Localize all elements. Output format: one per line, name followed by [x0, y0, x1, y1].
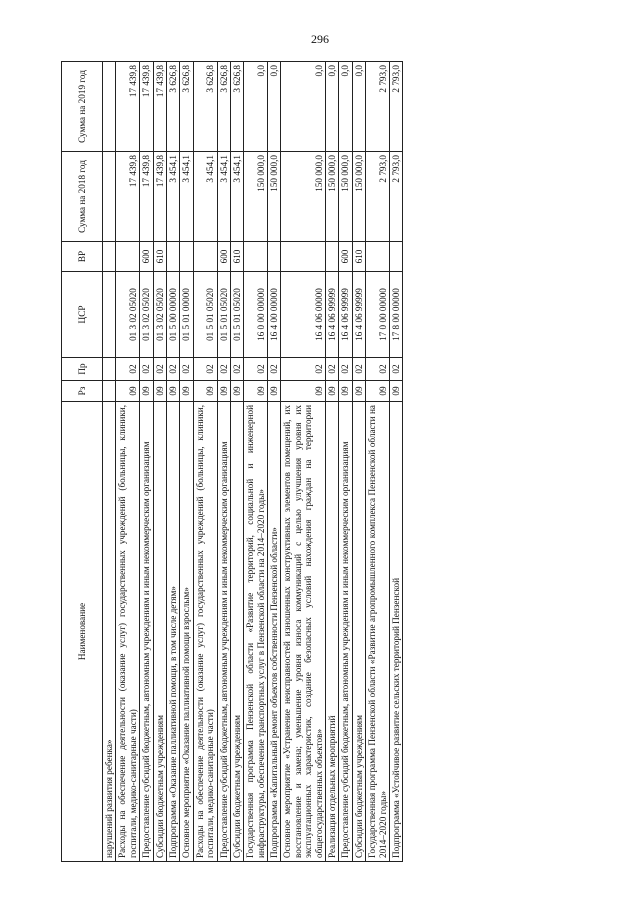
- cell-pr: 02: [153, 358, 166, 381]
- cell-name: Подпрограмма «Капитальный ремонт объектов собственности Пензенской области»: [268, 402, 281, 862]
- cell-name: Субсидии бюджетным учреждениям: [352, 402, 365, 862]
- table-row: [193, 62, 217, 862]
- cell-vr: 600: [217, 242, 230, 272]
- cell-sum-2018: [103, 152, 116, 242]
- table-row: [230, 62, 243, 862]
- cell-name: Реализация отдельных мероприятий: [326, 402, 339, 862]
- cell-vr: [244, 242, 268, 272]
- cell-sum-2019: 3 626,8: [217, 62, 230, 152]
- cell-rz: 09: [339, 381, 352, 402]
- cell-csr: 16 4 06 99999: [339, 272, 352, 358]
- table-row: [244, 62, 268, 862]
- cell-sum-2018: 150 000,0: [244, 152, 268, 242]
- cell-sum-2018: 3 454,1: [230, 152, 243, 242]
- cell-sum-2018: 3 454,1: [217, 152, 230, 242]
- cell-csr: 01 5 00 00000: [166, 272, 179, 358]
- cell-pr: 02: [217, 358, 230, 381]
- cell-vr: [193, 242, 217, 272]
- header-sum-2019: Сумма на 2019 год: [62, 62, 103, 152]
- cell-rz: 09: [389, 381, 402, 402]
- cell-vr: [281, 242, 326, 272]
- cell-vr: [166, 242, 179, 272]
- cell-sum-2019: 3 626,8: [193, 62, 217, 152]
- cell-sum-2019: 0,0: [326, 62, 339, 152]
- cell-rz: 09: [166, 381, 179, 402]
- cell-csr: 16 0 00 00000: [244, 272, 268, 358]
- cell-name: Предоставление субсидий бюджетным, автономным учреждениям и иным некоммерческим организациям: [140, 402, 153, 862]
- cell-rz: 09: [366, 381, 390, 402]
- cell-name: Основное мероприятие «Оказание паллиативной помощи взрослым»: [180, 402, 193, 862]
- budget-table: [61, 61, 403, 862]
- cell-sum-2018: 3 454,1: [166, 152, 179, 242]
- cell-pr: [103, 358, 116, 381]
- cell-pr: 02: [326, 358, 339, 381]
- cell-vr: [103, 242, 116, 272]
- cell-csr: 01 5 01 05020: [230, 272, 243, 358]
- cell-name: Подпрограмма «Устойчивое развитие сельских территорий Пензенской: [389, 402, 402, 862]
- cell-sum-2019: 0,0: [281, 62, 326, 152]
- cell-name: Основное мероприятие «Устранение неисправностей изношенных конструктивных элементов помещений, их восстановление и замена; уменьшение уровня износа коммуникаций с целью улучшения уровня их эксплуатационных характеристик, создание безопасных условий нахождения граждан на территории общегосударственных объектов»: [281, 402, 326, 862]
- cell-vr: [366, 242, 390, 272]
- cell-name: нарушений развития ребенка»: [103, 402, 116, 862]
- cell-csr: 16 4 06 00000: [281, 272, 326, 358]
- cell-sum-2019: 17 439,8: [116, 62, 140, 152]
- cell-csr: 01 5 01 00000: [180, 272, 193, 358]
- cell-pr: 02: [193, 358, 217, 381]
- cell-name: Субсидии бюджетным учреждениям: [230, 402, 243, 862]
- cell-pr: 02: [166, 358, 179, 381]
- table-row: [116, 62, 140, 862]
- header-pr: Пр: [62, 358, 103, 381]
- cell-rz: 09: [116, 381, 140, 402]
- cell-csr: 16 4 00 00000: [268, 272, 281, 358]
- cell-vr: [326, 242, 339, 272]
- table-header-row: [62, 62, 103, 862]
- cell-rz: 09: [217, 381, 230, 402]
- table-row: [140, 62, 153, 862]
- cell-vr: [389, 242, 402, 272]
- cell-sum-2018: 17 439,8: [116, 152, 140, 242]
- cell-name: Расходы на обеспечение деятельности (оказание услуг) государственных учреждений (больницы, клиники, госпитали, медико-санитарные части): [193, 402, 217, 862]
- cell-csr: 01 5 01 05020: [193, 272, 217, 358]
- cell-vr: [268, 242, 281, 272]
- cell-csr: 16 4 06 99999: [352, 272, 365, 358]
- cell-csr: 17 8 00 00000: [389, 272, 402, 358]
- cell-pr: 02: [244, 358, 268, 381]
- header-vr: ВР: [62, 242, 103, 272]
- cell-rz: 09: [193, 381, 217, 402]
- cell-name: Предоставление субсидий бюджетным, автономным учреждениям и иным некоммерческим организациям: [339, 402, 352, 862]
- cell-sum-2018: 150 000,0: [339, 152, 352, 242]
- header-csr: ЦСР: [62, 272, 103, 358]
- cell-pr: 02: [180, 358, 193, 381]
- cell-sum-2018: 2 793,0: [389, 152, 402, 242]
- header-rz: Рз: [62, 381, 103, 402]
- cell-pr: 02: [140, 358, 153, 381]
- table-row: [180, 62, 193, 862]
- cell-pr: 02: [116, 358, 140, 381]
- cell-pr: 02: [339, 358, 352, 381]
- cell-vr: 600: [140, 242, 153, 272]
- cell-name: Предоставление субсидий бюджетным, автономным учреждениям и иным некоммерческим организациям: [217, 402, 230, 862]
- cell-rz: 09: [352, 381, 365, 402]
- table-row: [153, 62, 166, 862]
- cell-vr: 610: [153, 242, 166, 272]
- cell-csr: 01 3 02 05020: [153, 272, 166, 358]
- cell-sum-2018: 150 000,0: [326, 152, 339, 242]
- cell-sum-2018: 2 793,0: [366, 152, 390, 242]
- cell-rz: 09: [180, 381, 193, 402]
- cell-pr: 02: [268, 358, 281, 381]
- cell-vr: [180, 242, 193, 272]
- header-sum-2018: Сумма на 2018 год: [62, 152, 103, 242]
- cell-sum-2018: 150 000,0: [352, 152, 365, 242]
- cell-sum-2019: 17 439,8: [140, 62, 153, 152]
- cell-sum-2019: 3 626,8: [180, 62, 193, 152]
- cell-pr: 02: [281, 358, 326, 381]
- cell-pr: 02: [230, 358, 243, 381]
- cell-rz: 09: [230, 381, 243, 402]
- cell-sum-2019: 17 439,8: [153, 62, 166, 152]
- table-row: [281, 62, 326, 862]
- cell-sum-2018: 17 439,8: [140, 152, 153, 242]
- cell-rz: [103, 381, 116, 402]
- table-row: [339, 62, 352, 862]
- cell-sum-2019: 0,0: [339, 62, 352, 152]
- table-row: [268, 62, 281, 862]
- cell-sum-2019: 2 793,0: [389, 62, 402, 152]
- table-row: [366, 62, 390, 862]
- cell-sum-2019: 0,0: [244, 62, 268, 152]
- cell-vr: 610: [352, 242, 365, 272]
- cell-sum-2019: 2 793,0: [366, 62, 390, 152]
- table-row: [389, 62, 402, 862]
- rotated-table-container: [61, 62, 579, 862]
- cell-rz: 09: [326, 381, 339, 402]
- cell-csr: 01 5 01 05020: [217, 272, 230, 358]
- cell-sum-2018: 17 439,8: [153, 152, 166, 242]
- cell-csr: 01 3 02 05020: [140, 272, 153, 358]
- cell-vr: 600: [339, 242, 352, 272]
- cell-vr: [116, 242, 140, 272]
- cell-rz: 09: [244, 381, 268, 402]
- cell-csr: 16 4 06 99999: [326, 272, 339, 358]
- cell-pr: 02: [366, 358, 390, 381]
- table-row: [103, 62, 116, 862]
- cell-sum-2019: 3 626,8: [230, 62, 243, 152]
- cell-sum-2018: 150 000,0: [281, 152, 326, 242]
- cell-vr: 610: [230, 242, 243, 272]
- cell-name: Подпрограмма «Оказание паллиативной помощи, в том числе детям»: [166, 402, 179, 862]
- table-row: [326, 62, 339, 862]
- cell-name: Расходы на обеспечение деятельности (оказание услуг) государственных учреждений (больницы, клиники, госпитали, медико-санитарные части): [116, 402, 140, 862]
- header-name: Наименование: [62, 402, 103, 862]
- cell-sum-2018: 3 454,1: [180, 152, 193, 242]
- cell-sum-2018: 150 000,0: [268, 152, 281, 242]
- cell-csr: [103, 272, 116, 358]
- cell-rz: 09: [281, 381, 326, 402]
- cell-sum-2019: 0,0: [268, 62, 281, 152]
- table-row: [217, 62, 230, 862]
- table-row: [352, 62, 365, 862]
- cell-csr: 17 0 00 00000: [366, 272, 390, 358]
- cell-rz: 09: [140, 381, 153, 402]
- cell-pr: 02: [389, 358, 402, 381]
- cell-name: Государственная программа Пензенской области «Развитие территорий, социальной и инженерной инфраструктуры, обеспечение транспортных услуг в Пензенской области на 2014–2020 годы»: [244, 402, 268, 862]
- cell-name: Государственная программа Пензенской области «Развитие агропромышленного комплекса Пензенской области на 2014–2020 годы»: [366, 402, 390, 862]
- cell-sum-2019: 0,0: [352, 62, 365, 152]
- table-row: [166, 62, 179, 862]
- cell-csr: 01 3 02 05020: [116, 272, 140, 358]
- cell-sum-2019: [103, 62, 116, 152]
- cell-rz: 09: [153, 381, 166, 402]
- cell-sum-2019: 3 626,8: [166, 62, 179, 152]
- cell-pr: 02: [352, 358, 365, 381]
- page-number: 296: [311, 32, 329, 46]
- cell-sum-2018: 3 454,1: [193, 152, 217, 242]
- cell-rz: 09: [268, 381, 281, 402]
- cell-name: Субсидии бюджетным учреждениям: [153, 402, 166, 862]
